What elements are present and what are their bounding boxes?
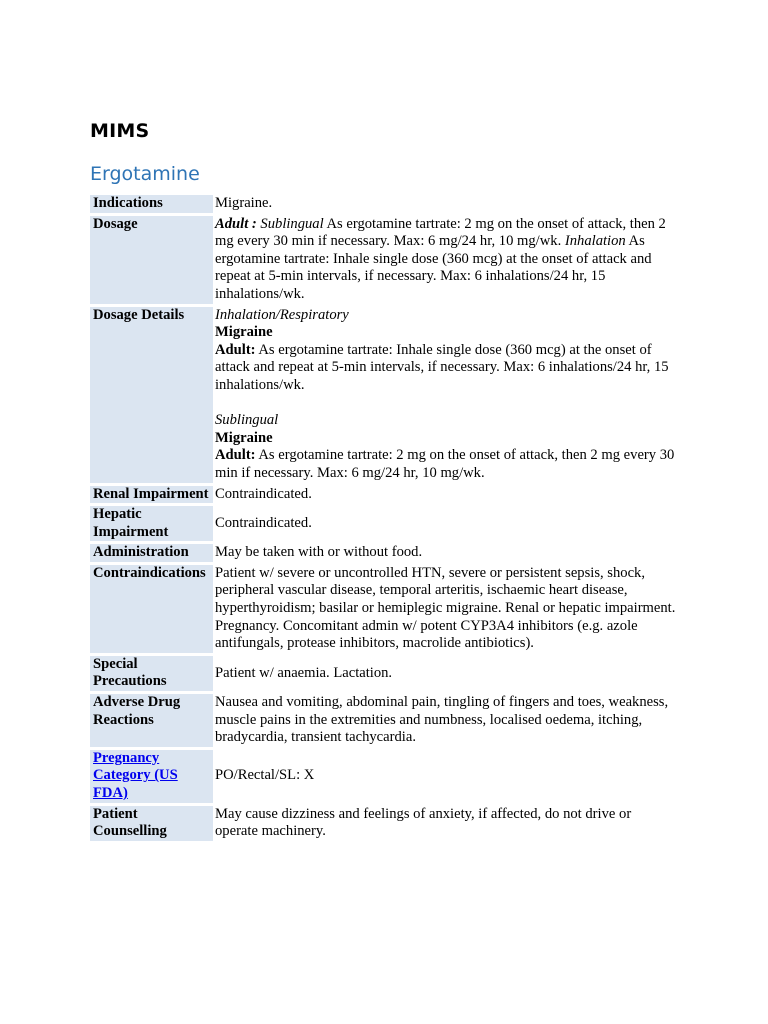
table-row [90,544,680,562]
dosage-label: Dosage [90,216,213,304]
dosage-text-inhalation: As ergotamine tartrate: Inhale single dose (360 mcg) at the onset of attack and repeat at 5-min intervals, if necessary. Max: 6 inhalations/24 hr, 15 inhalations/wk. [215,233,652,302]
table-row [90,806,680,841]
table-row [90,506,680,541]
contraindications-label: Contraindications [90,565,213,653]
details-text-2: As ergotamine tartrate: 2 mg on the onset of attack, then 2 mg every 30 min if necessary. Max: 6 mg/24 hr, 10 mg/wk. [215,447,675,481]
hepatic-label: Hepatic Impairment [90,506,213,541]
table-row [90,486,680,504]
counselling-value: May cause dizziness and feelings of anxiety, if affected, do not drive or operate machinery. [215,805,632,840]
dosage-adult-label: Adult : [215,215,257,232]
details-condition-1: Migraine [215,324,273,341]
page-title: MIMS [90,120,150,142]
pregnancy-category-link[interactable]: Pregnancy Category (US FDA) [93,749,178,801]
adverse-label: Adverse Drug Reactions [90,694,213,747]
contraindications-value: Patient w/ severe or uncontrolled HTN, severe or persistent sepsis, shock, peripheral vascular disease, temporal arteritis, ischaemic heart disease, hyperthyroidism; basilar or hemiplegic migraine. Renal or hepatic impairment. Pregnancy. Concomitant admin w/ potent CYP3A4 inhibitors (e.g. azole antifungals, protease inhibitors, macrolide antibiotics). [215,564,676,652]
details-condition-2: Migraine [215,429,273,446]
renal-label: Renal Impairment [90,486,213,504]
pregnancy-value: PO/Rectal/SL: X [215,767,315,784]
indications-label: Indications [90,195,213,213]
drug-name-heading: Ergotamine [90,163,200,185]
precautions-label: Special Precautions [90,656,213,691]
precautions-value: Patient w/ anaemia. Lactation. [215,664,393,681]
details-text-1: As ergotamine tartrate: Inhale single dose (360 mcg) at the onset of attack and repeat at 5-min intervals, if necessary. Max: 6 inhalations/24 hr, 15 inhalations/wk. [215,341,669,393]
details-route-sublingual: Sublingual [215,412,279,429]
details-adult-label-1: Adult: [215,341,256,358]
table-row [90,565,680,653]
table-row [90,656,680,691]
details-route-inhalation: Inhalation/Respiratory [215,306,349,323]
dosage-text-sublingual: As ergotamine tartrate: 2 mg on the onset of attack, then 2 mg every 30 min if necessary. Max: 6 mg/24 hr, 10 mg/wk. [215,215,666,250]
table-row [90,750,680,803]
administration-label: Administration [90,544,213,562]
table-row [90,307,680,483]
pregnancy-label-cell [90,750,213,803]
counselling-label: Patient Counselling [90,806,213,841]
details-adult-label-2: Adult: [215,447,256,464]
dosage-details-value [213,307,680,483]
table-row [90,694,680,747]
dosage-details-label: Dosage Details [90,307,213,483]
hepatic-value: Contraindicated. [215,514,312,531]
dosage-route-sublingual: Sublingual [260,215,324,232]
dosage-route-inhalation: Inhalation [564,233,626,250]
dosage-value [213,216,680,304]
administration-value: May be taken with or without food. [215,544,423,561]
renal-value: Contraindicated. [215,485,312,502]
table-row [90,216,680,304]
adverse-value: Nausea and vomiting, abdominal pain, tingling of fingers and toes, weakness, muscle pains in the extremities and numbness, localised oedema, itching, bradycardia, transient tachycardia. [215,694,669,746]
monograph-table [90,192,680,844]
table-row [90,195,680,213]
indications-value: Migraine. [215,195,273,211]
